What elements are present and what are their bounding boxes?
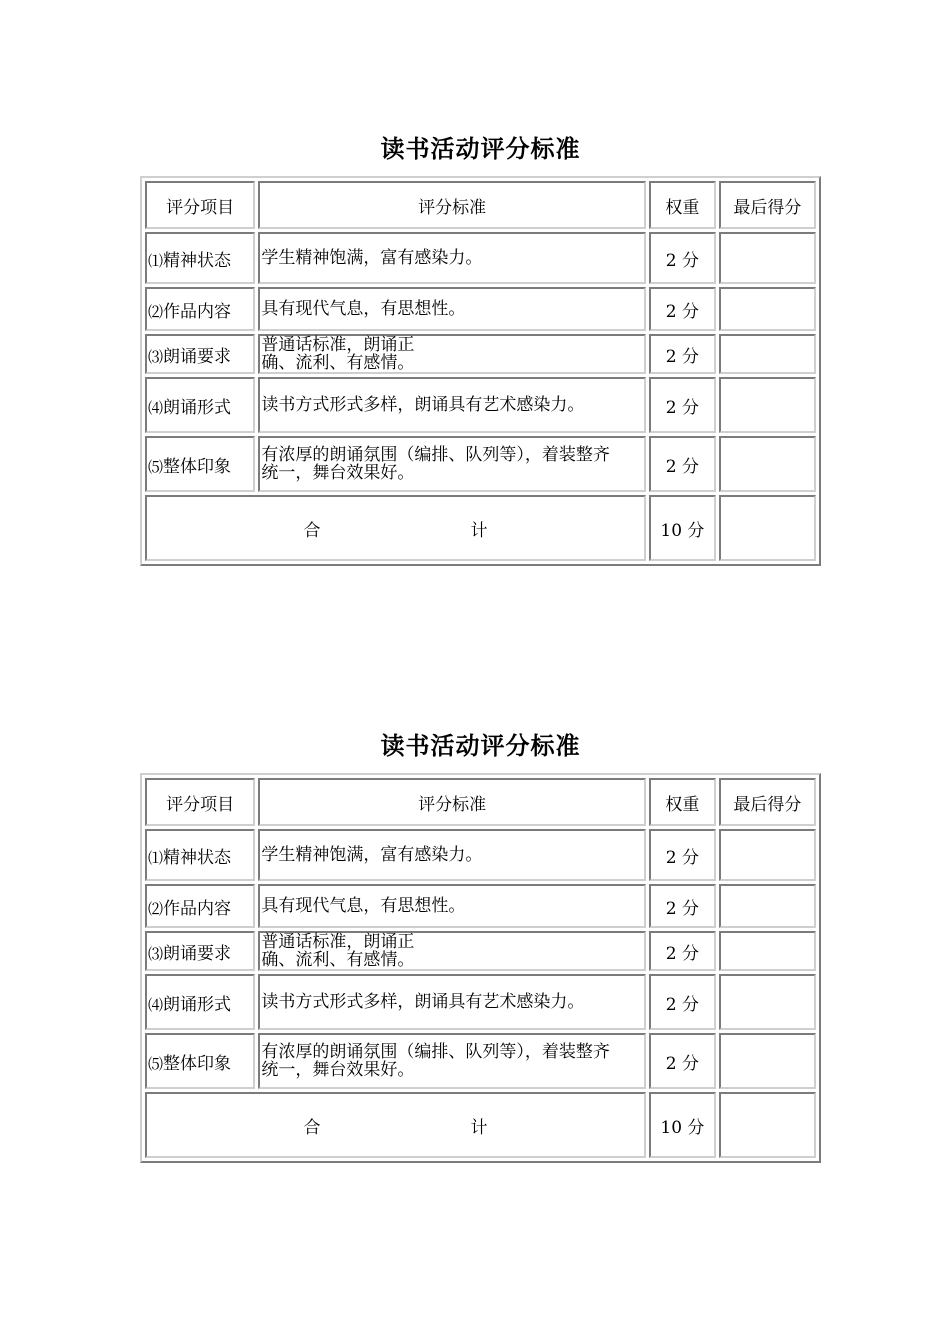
criteria-line-2: 统一，舞台效果好。 — [261, 463, 415, 483]
criteria-line: 读书方式形式多样，朗诵具有艺术感染力。 — [261, 992, 585, 1012]
total-label-right: 计 — [470, 520, 488, 541]
weight-cell: 2 分 — [649, 931, 716, 971]
document-title: 读书活动评分标准 — [380, 134, 581, 163]
criteria-cell — [258, 1033, 646, 1089]
final-score-cell[interactable] — [719, 829, 816, 881]
item-number: ⑶ — [148, 944, 164, 963]
criteria-line: 学生精神饱满，富有感染力。 — [261, 845, 483, 865]
item-label: 精神状态 — [163, 847, 232, 868]
final-score-cell[interactable] — [719, 334, 816, 374]
total-score-cell[interactable] — [719, 1092, 816, 1158]
item-cell — [145, 287, 255, 331]
weight-cell: 2 分 — [649, 884, 716, 928]
weight-cell: 2 分 — [649, 974, 716, 1030]
criteria-cell — [258, 931, 646, 971]
scoring-section-1 — [140, 130, 821, 566]
final-score-cell[interactable] — [719, 974, 816, 1030]
item-number: ⑶ — [148, 347, 164, 366]
final-score-cell[interactable] — [719, 884, 816, 928]
table-row — [145, 1033, 816, 1089]
weight-cell: 2 分 — [649, 377, 716, 433]
table-row — [145, 829, 816, 881]
criteria-line: 有浓厚的朗诵氛围（编排、队列等），着装整齐 — [261, 1042, 610, 1062]
weight-cell: 2 分 — [649, 287, 716, 331]
item-cell — [145, 974, 255, 1030]
scoring-section-2 — [140, 727, 821, 1163]
criteria-cell — [258, 377, 646, 433]
header-weight: 权重 — [649, 778, 716, 826]
weight-cell: 2 分 — [649, 334, 716, 374]
item-cell — [145, 232, 255, 284]
item-label: 朗诵形式 — [163, 994, 232, 1015]
weight-cell: 2 分 — [649, 436, 716, 492]
total-label-left: 合 — [303, 520, 321, 541]
header-final-score: 最后得分 — [719, 181, 816, 229]
scoring-table — [140, 773, 821, 1163]
table-header-row — [145, 181, 816, 229]
final-score-cell[interactable] — [719, 232, 816, 284]
weight-cell: 2 分 — [649, 1033, 716, 1089]
final-score-cell[interactable] — [719, 931, 816, 971]
table-total-row — [145, 1092, 816, 1158]
header-item: 评分项目 — [145, 778, 255, 826]
criteria-line: 普通话标准，朗诵正 — [261, 932, 415, 952]
header-item: 评分项目 — [145, 181, 255, 229]
total-label-cell — [145, 495, 646, 561]
item-number: ⑸ — [148, 457, 164, 476]
weight-cell: 2 分 — [649, 232, 716, 284]
table-row — [145, 232, 816, 284]
header-criteria: 评分标准 — [258, 778, 646, 826]
final-score-cell[interactable] — [719, 1033, 816, 1089]
criteria-cell — [258, 232, 646, 284]
item-cell — [145, 436, 255, 492]
item-label: 整体印象 — [163, 1053, 232, 1074]
total-label-right: 计 — [470, 1117, 488, 1138]
table-total-row — [145, 495, 816, 561]
table-row — [145, 884, 816, 928]
table-row — [145, 287, 816, 331]
final-score-cell[interactable] — [719, 287, 816, 331]
item-number: ⑷ — [148, 995, 164, 1014]
header-final-score: 最后得分 — [719, 778, 816, 826]
criteria-line-2: 确、流利、有感情。 — [261, 950, 415, 970]
criteria-cell — [258, 334, 646, 374]
total-label-left: 合 — [303, 1117, 321, 1138]
item-number: ⑴ — [148, 251, 164, 270]
item-label: 朗诵要求 — [163, 346, 232, 367]
criteria-line: 读书方式形式多样，朗诵具有艺术感染力。 — [261, 395, 585, 415]
criteria-line-2: 确、流利、有感情。 — [261, 353, 415, 373]
item-number: ⑷ — [148, 398, 164, 417]
table-row — [145, 334, 816, 374]
item-label: 作品内容 — [163, 301, 232, 322]
criteria-line: 有浓厚的朗诵氛围（编排、队列等），着装整齐 — [261, 445, 610, 465]
total-label-cell — [145, 1092, 646, 1158]
item-label: 朗诵形式 — [163, 397, 232, 418]
criteria-line: 具有现代气息，有思想性。 — [261, 896, 466, 916]
criteria-cell — [258, 829, 646, 881]
item-label: 作品内容 — [163, 898, 232, 919]
item-cell — [145, 1033, 255, 1089]
total-weight-cell: 10 分 — [649, 1092, 716, 1158]
criteria-cell — [258, 436, 646, 492]
total-score-cell[interactable] — [719, 495, 816, 561]
final-score-cell[interactable] — [719, 436, 816, 492]
table-header-row — [145, 778, 816, 826]
table-row — [145, 974, 816, 1030]
item-label: 朗诵要求 — [163, 943, 232, 964]
criteria-line: 普通话标准，朗诵正 — [261, 335, 415, 355]
header-criteria: 评分标准 — [258, 181, 646, 229]
scoring-table — [140, 176, 821, 566]
item-label: 精神状态 — [163, 250, 232, 271]
item-number: ⑵ — [148, 302, 164, 321]
item-cell — [145, 334, 255, 374]
final-score-cell[interactable] — [719, 377, 816, 433]
criteria-line: 学生精神饱满，富有感染力。 — [261, 248, 483, 268]
item-cell — [145, 931, 255, 971]
item-number: ⑵ — [148, 899, 164, 918]
header-weight: 权重 — [649, 181, 716, 229]
table-row — [145, 377, 816, 433]
item-cell — [145, 377, 255, 433]
criteria-line: 具有现代气息，有思想性。 — [261, 299, 466, 319]
item-cell — [145, 884, 255, 928]
table-row — [145, 436, 816, 492]
total-weight-cell: 10 分 — [649, 495, 716, 561]
document-title: 读书活动评分标准 — [380, 731, 581, 760]
item-number: ⑸ — [148, 1054, 164, 1073]
criteria-line-2: 统一，舞台效果好。 — [261, 1060, 415, 1080]
criteria-cell — [258, 974, 646, 1030]
item-number: ⑴ — [148, 848, 164, 867]
table-row — [145, 931, 816, 971]
criteria-cell — [258, 287, 646, 331]
weight-cell: 2 分 — [649, 829, 716, 881]
criteria-cell — [258, 884, 646, 928]
item-cell — [145, 829, 255, 881]
item-label: 整体印象 — [163, 456, 232, 477]
